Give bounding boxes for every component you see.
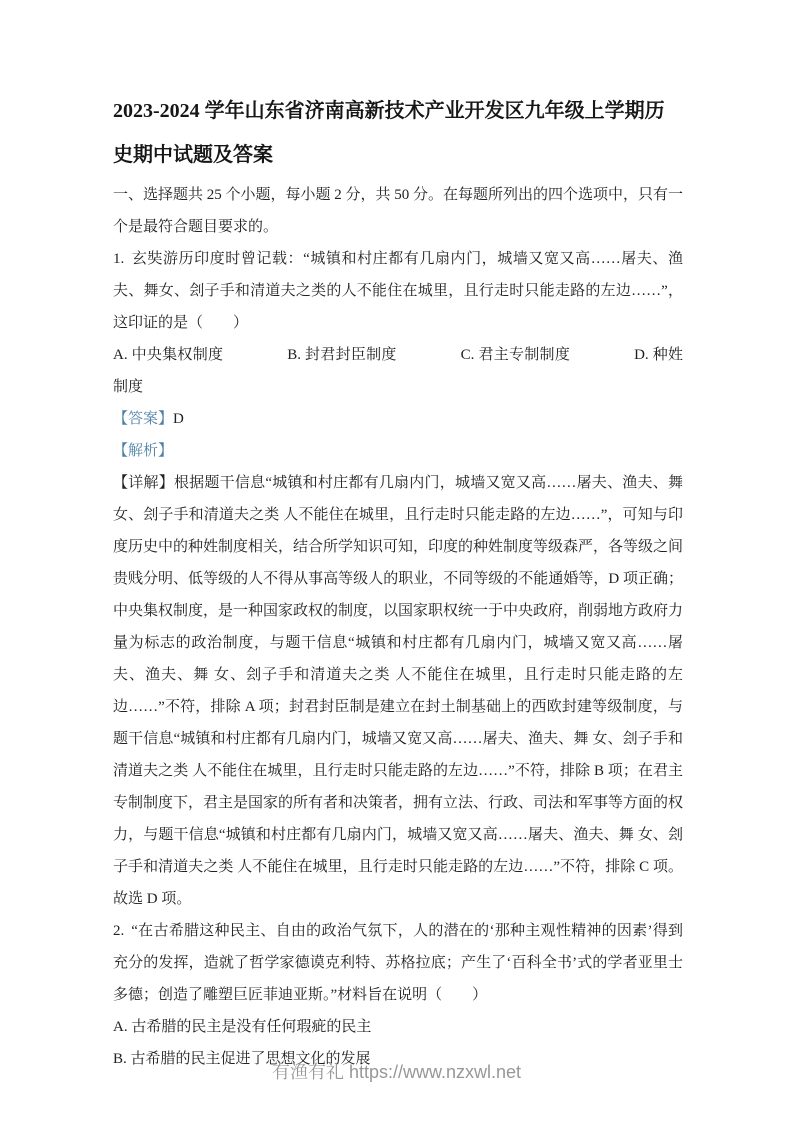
question-2-stem-text: “在古希腊这种民主、自由的政治气氛下，人的潜在的‘那种主观性精神的因素’得到充分的发挥，造就了哲学家德谟克利特、苏格拉底；产生了‘百科全书’式的学者亚里士多德；创造了雕塑巨匠菲迪亚斯。”材料旨在说明（ ） (113, 923, 683, 1003)
answer-value: D (173, 411, 184, 427)
detail-text: 根据题干信息“城镇和村庄都有几扇内门，城墙又宽又高……屠夫、渔夫、舞 女、刽子手和清道夫之类 人不能住在城里，且行走时只能走路的左边……”，可知与印度历史中的种姓制度相关，结合所学知识可知，印度的种姓制度等级森严，各等级之间贵贱分明、低等级的人不得从事高等级人的职业，不同等级的不能通婚等，D 项正确；中央集权制度，是一种国家政权的制度，以国家职权统一于中央政府，削弱地方政府力量为标志的政治制度，与题干信息“城镇和村庄都有几扇内门，城墙又宽又高……屠夫、渔夫、舞 女、刽子手和清道夫之类 人不能住在城里，且行走时只能走路的左边……”不符，排除 A 项；封君封臣制是建立在封土制基础上的西欧封建等级制度，与题干信息“城镇和村庄都有几扇内门，城墙又宽又高……屠夫、渔夫、舞 女、刽子手和清道夫之类 人不能住在城里，且行走时只能走路的左边……”不符，排除 B 项；在君主专制制度下，君主是国家的所有者和决策者，拥有立法、行政、司法和军事等方面的权力，与题干信息“城镇和村庄都有几扇内门，城墙又宽又高……屠夫、渔夫、舞 女、刽子手和清道夫之类 人不能住在城里，且行走时只能走路的左边……”不符，排除 C 项。故选 D 项。 (113, 475, 684, 907)
document-content (113, 89, 683, 1075)
watermark: 有渔有礼 https://www.nzxwl.net (271, 1062, 522, 1082)
question-1-answer-line (113, 403, 683, 435)
question-2-option-b: B. 古希腊的民主促进了思想文化的发展 (113, 1051, 371, 1067)
question-1-option-b: B. 封君封臣制度 (287, 347, 397, 363)
question-1-option-c: C. 君主专制制度 (460, 347, 571, 363)
question-1-options-row (113, 339, 683, 403)
answer-label: 【答案】 (113, 411, 174, 427)
question-1-option-a: A. 中央集权制度 (113, 347, 224, 363)
detail-label: 【详解】 (113, 475, 174, 491)
analysis-label: 【解析】 (113, 443, 174, 459)
question-1-option-d: D. 种姓制度 (113, 347, 683, 395)
question-1-stem-text: 玄奘游历印度时曾记载：“城镇和村庄都有几扇内门，城墙又宽又高……屠夫、渔夫、舞女、刽子手和清道夫之类的人不能住在城里，且行走时只能走路的左边……”，这印证的是（ ） (113, 251, 683, 331)
question-1 (113, 243, 683, 915)
document-title: 2023-2024 学年山东省济南高新技术产业开发区九年级上学期历史期中试题及答案 (113, 100, 665, 166)
section-header: 一、选择题共 25 个小题，每小题 2 分，共 50 分。在每题所列出的四个选项中，只有一个是最符合题目要求的。 (113, 187, 684, 235)
question-1-detail-paragraph (113, 467, 683, 915)
question-1-stem (113, 243, 683, 339)
question-1-number: 1. (113, 251, 125, 267)
question-1-analysis-line (113, 435, 683, 467)
question-2-number: 2. (113, 923, 125, 939)
question-2-option-a: A. 古希腊的民主是没有任何瑕疵的民主 (113, 1019, 372, 1035)
question-2-stem (113, 915, 683, 1011)
question-2 (113, 915, 683, 1075)
